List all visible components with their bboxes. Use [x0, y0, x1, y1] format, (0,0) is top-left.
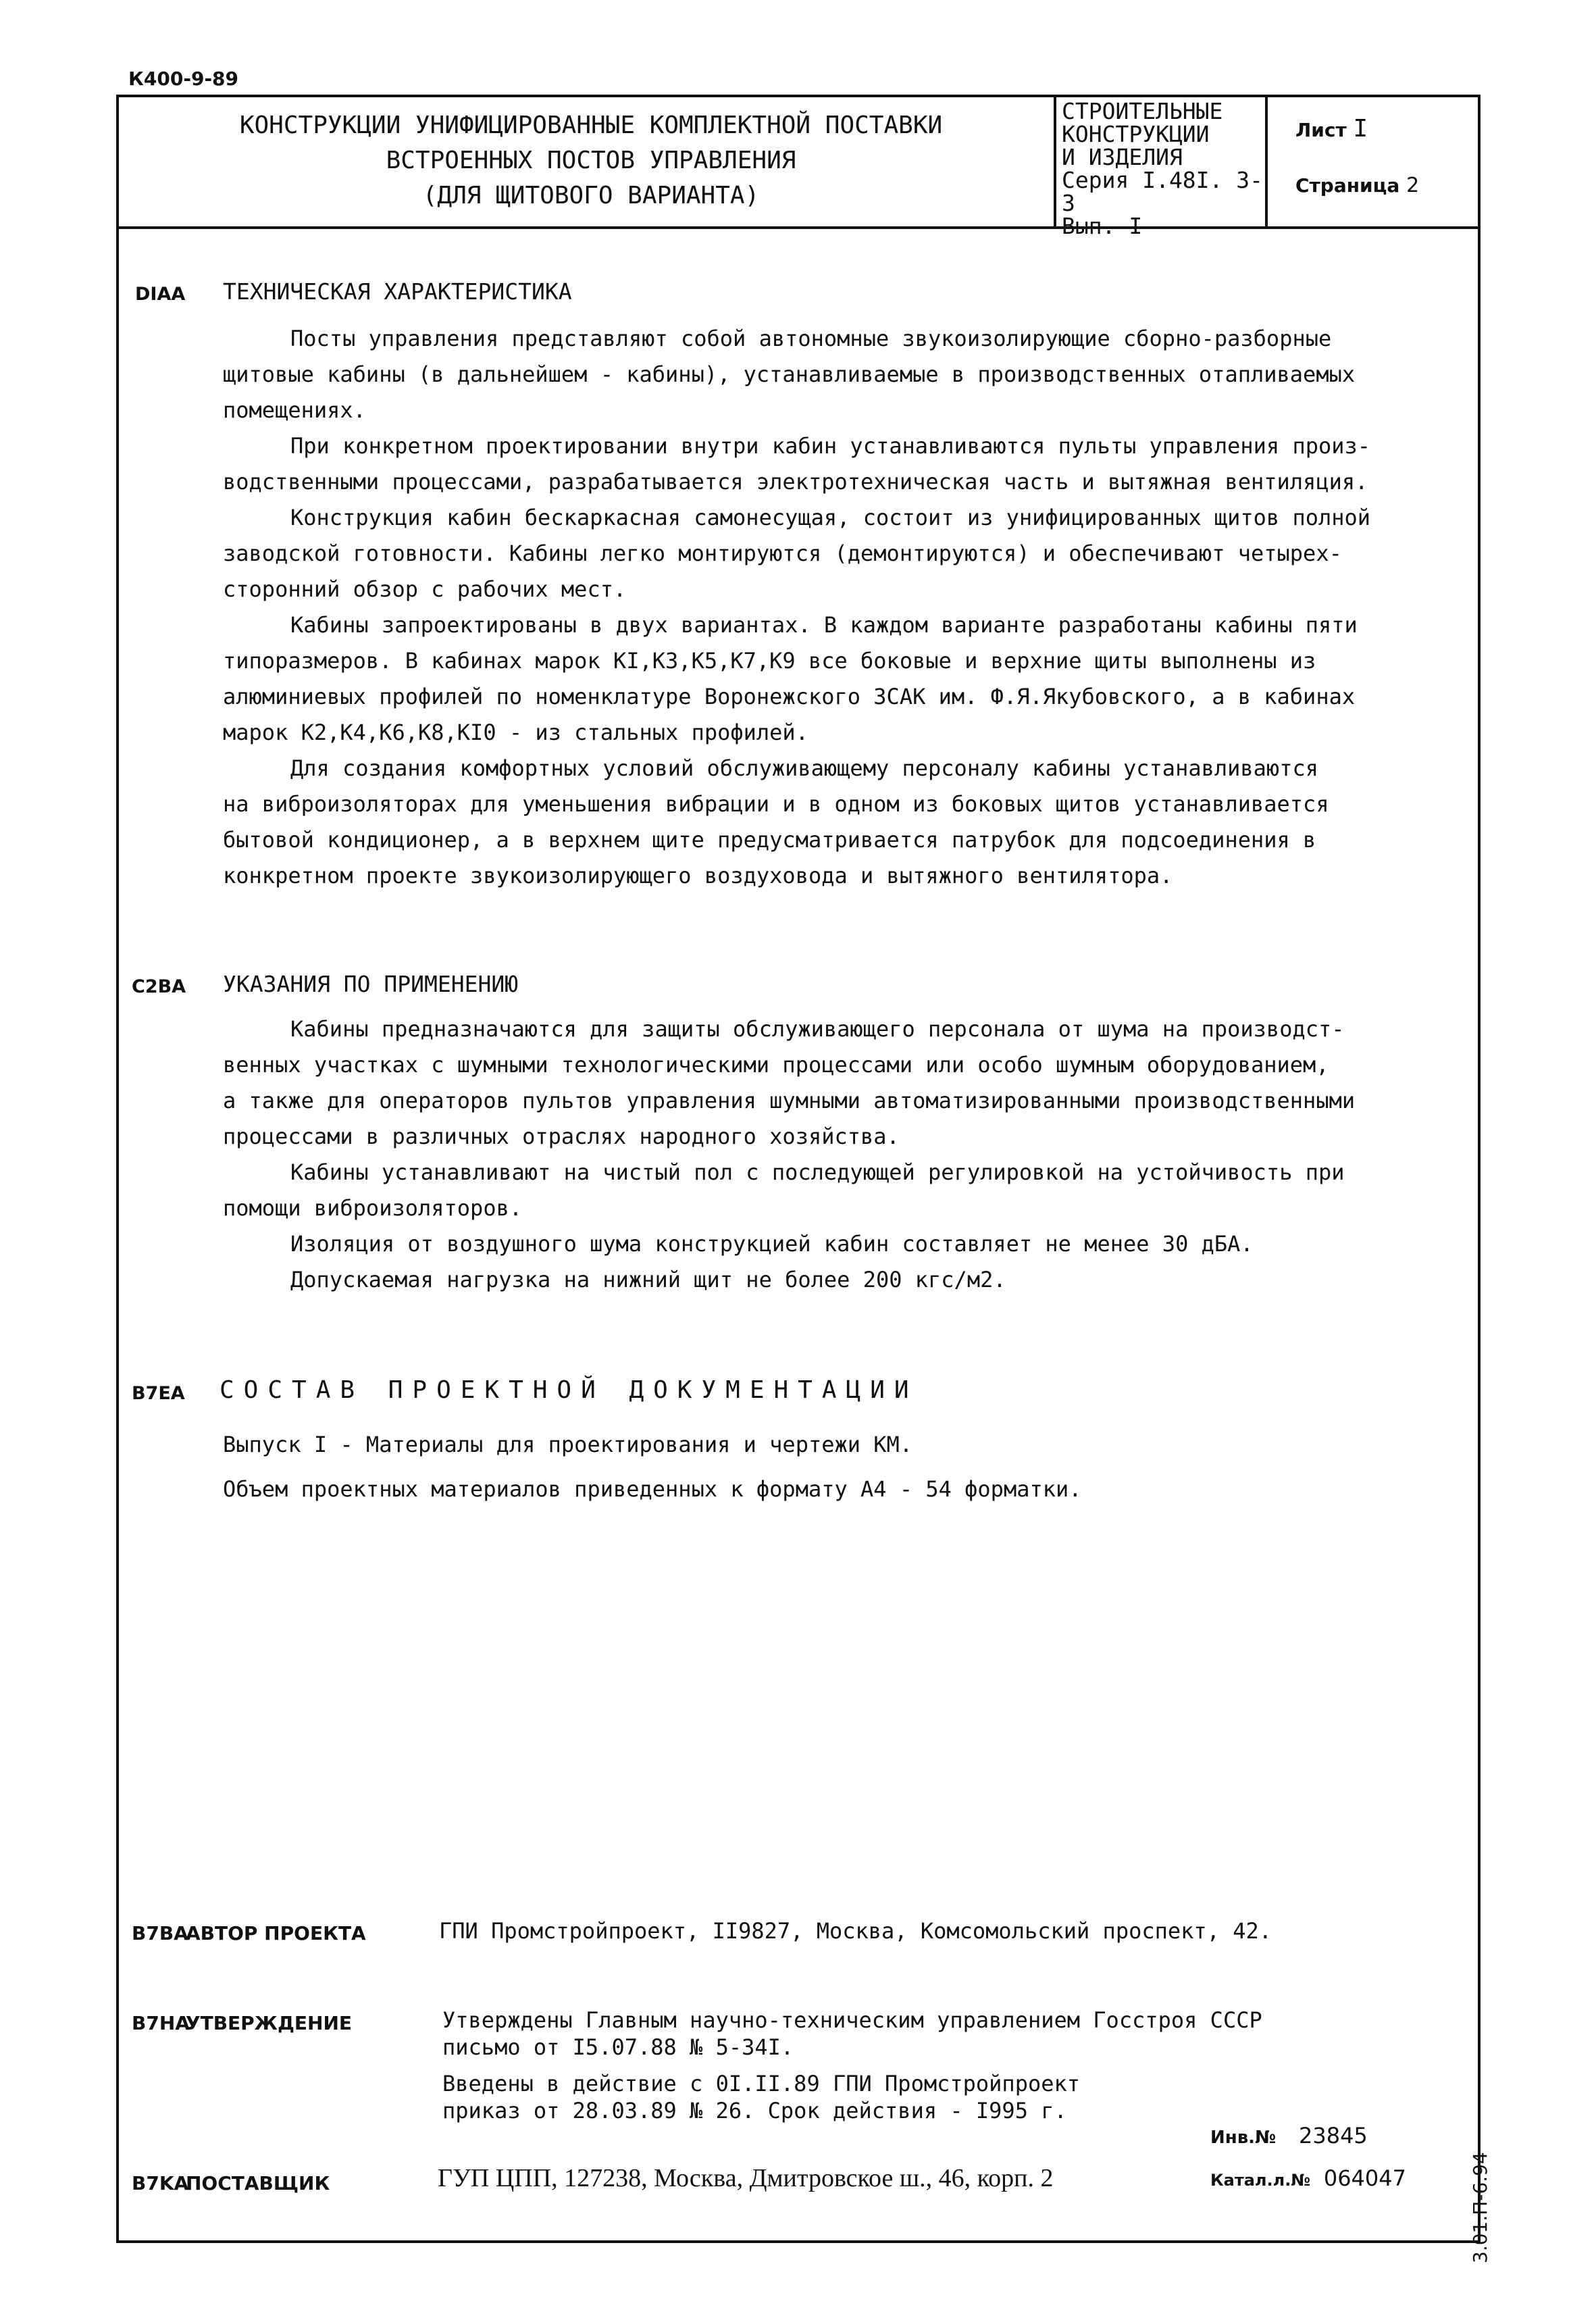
- supplier-text: ГУП ЦПП, 127238, Москва, Дмитровское ш., 46, корп. 2: [438, 2164, 1054, 2192]
- series-line: КОНСТРУКЦИИ: [1062, 121, 1210, 147]
- sheet-info: [1295, 115, 1471, 228]
- page-label: Страница: [1295, 174, 1400, 197]
- inventory-number: [1210, 2123, 1368, 2148]
- catalog-label: Катал.л.№: [1210, 2171, 1311, 2190]
- approval-text: [442, 2007, 1320, 2124]
- text-line: Объем проектных материалов приведенных к формату А4 - 54 форматки.: [223, 1476, 1082, 1502]
- page-number: [1295, 174, 1471, 197]
- series-block: [1062, 100, 1264, 238]
- approval-line: Введены в действие с 0I.II.89 ГПИ Промстройпроект: [442, 2071, 1081, 2096]
- text-line: Кабины запроектированы в двух вариантах. В каждом варианте разработаны кабины пяти: [290, 612, 1358, 638]
- supplier-code: B7KA: [132, 2172, 189, 2194]
- series-line: И ИЗДЕЛИЯ: [1062, 144, 1183, 170]
- approval-line: Утверждены Главным научно-техническим управлением Госстроя СССР: [442, 2007, 1262, 2033]
- text-line: Допускаемая нагрузка на нижний щит не более 200 кгс/м2.: [290, 1267, 1006, 1292]
- header-divider-vertical: [1265, 95, 1268, 228]
- text-line: типоразмеров. В кабинах марок КI,К3,К5,К7,К9 все боковые и верхние щиты выполнены из: [223, 648, 1316, 674]
- text-line: сторонний обзор с рабочих мест.: [223, 576, 627, 602]
- text-line: Изоляция от воздушного шума конструкцией кабин составляет не менее 30 дБА.: [290, 1231, 1254, 1257]
- supplier-label: ПОСТАВЩИК: [186, 2172, 330, 2194]
- document-title: [135, 108, 1047, 213]
- author-label: АВТОР ПРОЕКТА: [186, 1922, 366, 1944]
- page-value: 2: [1406, 174, 1420, 197]
- series-line: Серия I.48I. 3-3: [1062, 167, 1264, 216]
- header-divider-vertical: [1054, 95, 1056, 228]
- catalog-number: [1210, 2165, 1406, 2191]
- inventory-label: Инв.№: [1210, 2128, 1277, 2148]
- text-line: щитовые кабины (в дальнейшем - кабины), устанавливаемые в производственных отапливаемых: [223, 361, 1356, 387]
- text-line: помощи виброизоляторов.: [223, 1195, 523, 1221]
- text-line: марок К2,К4,К6,К8,КI0 - из стальных профилей.: [223, 720, 808, 745]
- text-line: водственными процессами, разрабатывается электротехническая часть и вытяжная вентиляция.: [223, 469, 1368, 495]
- text-line: Кабины устанавливают на чистый пол с последующей регулировкой на устойчивость при: [290, 1159, 1345, 1185]
- document-code: К400-9-89: [128, 68, 239, 90]
- text-line: на виброизоляторах для уменьшения вибрации и в одном из боковых щитов устанавливается: [223, 791, 1329, 817]
- approval-line: приказ от 28.03.89 № 26. Срок действия - I995 г.: [442, 2098, 1067, 2123]
- sheet-value: I: [1353, 115, 1368, 143]
- text-line: процессами в различных отраслях народного хозяйства.: [223, 1124, 900, 1149]
- approval-label: УТВЕРЖДЕНИЕ: [186, 2012, 353, 2034]
- author-text: ГПИ Промстройпроект, II9827, Москва, Комсомольский проспект, 42.: [439, 1918, 1272, 1944]
- section-body: [223, 1011, 1459, 1298]
- inventory-value: 23845: [1298, 2123, 1368, 2148]
- text-line: бытовой кондиционер, а в верхнем щите предусматривается патрубок для подсоединения в: [223, 827, 1316, 853]
- section-title: ТЕХНИЧЕСКАЯ ХАРАКТЕРИСТИКА: [223, 278, 572, 305]
- title-line: ВСТРОЕННЫХ ПОСТОВ УПРАВЛЕНИЯ: [386, 147, 796, 174]
- text-line: Кабины предназначаются для защиты обслуживающего персонала от шума на производст-: [290, 1016, 1345, 1042]
- text-line: Конструкция кабин бескаркасная самонесущая, состоит из унифицированных щитов полной: [290, 505, 1371, 530]
- section-title: СОСТАВ ПРОЕКТНОЙ ДОКУМЕНТАЦИИ: [220, 1376, 919, 1404]
- title-line: КОНСТРУКЦИИ УНИФИЦИРОВАННЫЕ КОМПЛЕКТНОЙ ПОСТАВКИ: [239, 111, 943, 139]
- header-divider: [116, 226, 1481, 229]
- text-line: Посты управления представляют собой автономные звукоизолирующие сборно-разборные: [290, 326, 1332, 351]
- title-line: (ДЛЯ ЩИТОВОГО ВАРИАНТА): [422, 182, 760, 209]
- section-code: DIAA: [135, 284, 186, 305]
- section-body: [223, 321, 1459, 894]
- sheet-number: [1295, 115, 1471, 143]
- section-code: B7EA: [132, 1383, 185, 1404]
- text-line: Для создания комфортных условий обслуживающему персоналу кабины устанавливаются: [290, 755, 1318, 781]
- text-line: помещениях.: [223, 397, 366, 423]
- vertical-catalog-code: 3.01.П-6.94: [1469, 2152, 1491, 2263]
- text-line: конкретном проекте звукоизолирующего воздуховода и вытяжного вентилятора.: [223, 863, 1173, 888]
- text-line: алюминиевых профилей по номенклатуре Воронежского ЗСАК им. Ф.Я.Якубовского, а в кабинах: [223, 684, 1356, 709]
- section-title: УКАЗАНИЯ ПО ПРИМЕНЕНИЮ: [223, 971, 519, 997]
- author-code: B7BA: [132, 1922, 188, 1944]
- catalog-value: 064047: [1323, 2165, 1406, 2191]
- text-line: а также для операторов пультов управления шумными автоматизированными производственными: [223, 1088, 1356, 1113]
- approval-line: письмо от I5.07.88 № 5-34I.: [442, 2034, 794, 2060]
- section-body: [223, 1422, 1459, 1511]
- section-code: C2BA: [132, 976, 186, 997]
- series-line: СТРОИТЕЛЬНЫЕ: [1062, 98, 1223, 124]
- sheet-label: Лист: [1295, 119, 1347, 141]
- text-line: Выпуск I - Материалы для проектирования и чертежи КМ.: [223, 1432, 913, 1457]
- text-line: При конкретном проектировании внутри кабин устанавливаются пульты управления произ-: [290, 433, 1371, 459]
- series-line: Вып. I: [1062, 213, 1143, 239]
- approval-code: B7HA: [132, 2012, 190, 2034]
- text-line: венных участках с шумными технологическими процессами или особо шумным оборудованием,: [223, 1052, 1329, 1078]
- text-line: заводской готовности. Кабины легко монтируются (демонтируются) и обеспечивают четырех-: [223, 540, 1342, 566]
